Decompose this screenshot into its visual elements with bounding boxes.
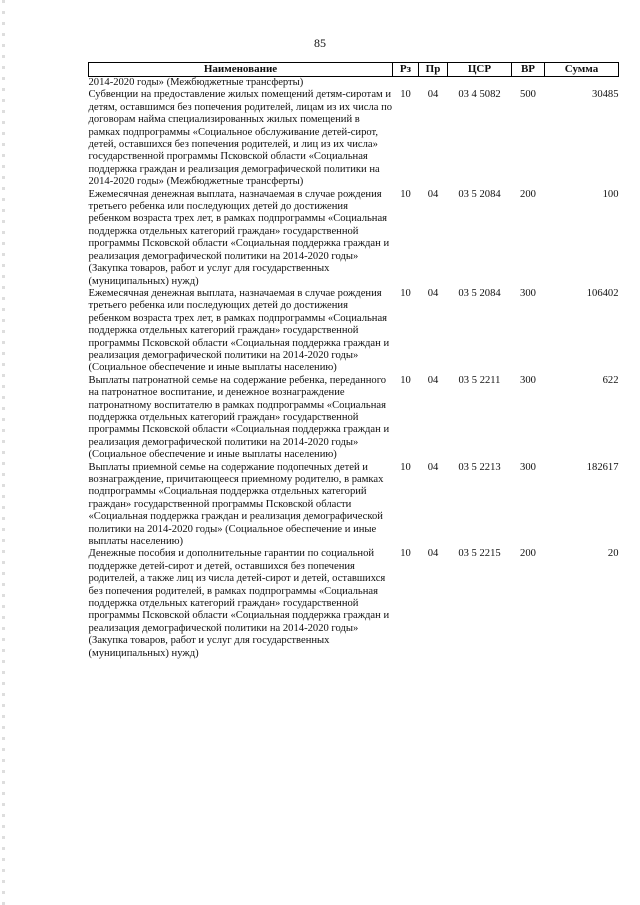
row-sum: 100: [602, 188, 619, 200]
row-rz: 10: [400, 89, 411, 101]
header-rz: Рз: [393, 63, 419, 77]
table-row: [89, 375, 619, 462]
row-rz: 10: [400, 287, 411, 299]
table-row: [89, 77, 619, 90]
table-row: [89, 288, 619, 375]
row-pr: [419, 77, 448, 90]
row-pr: 04: [427, 287, 439, 299]
row-rz: 10: [400, 461, 411, 473]
row-vr: 300: [520, 461, 536, 473]
row-rz: 10: [400, 548, 411, 560]
row-csr: 03 5 2084: [458, 188, 501, 200]
header-csr: ЦСР: [448, 63, 512, 77]
page-number: 85: [314, 36, 326, 50]
table-row: [89, 462, 619, 549]
row-vr: 300: [520, 374, 536, 386]
row-pr: 04: [427, 374, 439, 386]
row-name: 2014-2020 годы» (Межбюджетные трансферты): [88, 77, 304, 88]
header-vr: ВР: [512, 63, 545, 77]
row-csr: 03 5 2215: [458, 548, 501, 560]
row-name: Денежные пособия и дополнительные гарантии по социальной поддержке детей-сирот и детей, оставшихся без попечения родителей, а также лиц из числа детей-сирот и детей, оставшихся без попечения родителей, в рамках подпрограммы «Социальная поддержка отдельных категорий граждан» государственной программы Псковской области «Социальная поддержка граждан и реализация демографической политики на 2014-2020 годы» (Закупка товаров, работ и услуг для государственных (муниципальных) нужд): [88, 548, 390, 659]
row-name: Субвенции на предоставление жилых помещений детям-сиротам и детям, оставшимся без попечения родителей, лицам из их числа по договорам найма специализированных жилых помещений в рамках подпрограммы «Социальное обслуживание детей-сирот, детей, оставшихся без попечения родителей, и лиц из их числа» государственной программы Псковской области «Социальная поддержка граждан и реализация демографической политики на 2014-2020 годы» (Межбюджетные трансферты): [88, 89, 393, 188]
header-pr: Пр: [419, 63, 448, 77]
row-sum: 622: [602, 374, 619, 386]
row-name: Выплаты патронатной семье на содержание ребенка, переданного на патронатное воспитание, и денежное вознаграждение патронатному воспитателю в рамках подпрограммы «Социальная поддержка отдельных категорий граждан» государственной программы Псковской области «Социальная поддержка граждан и реализация демографической политики на 2014-2020 годы» (Социальное обеспечение и иные выплаты населению): [88, 374, 390, 461]
row-csr: 03 5 2213: [458, 461, 501, 473]
row-sum: 30485: [592, 89, 619, 101]
row-vr: 200: [520, 548, 536, 560]
row-csr: 03 5 2084: [458, 287, 501, 299]
row-sum: 182617: [586, 461, 619, 473]
row-csr: [448, 77, 512, 90]
row-rz: 10: [400, 374, 411, 386]
header-name: Наименование: [89, 63, 393, 77]
header-sum: Сумма: [545, 63, 619, 77]
budget-table: [88, 62, 619, 660]
row-pr: 04: [427, 89, 439, 101]
row-name: Ежемесячная денежная выплата, назначаемая в случае рождения третьего ребенка или последующих детей до достижения ребенком возраста трех лет, в рамках подпрограммы «Социальная поддержка отдельных категорий граждан» государственной программы Псковской области «Социальная поддержка граждан и реализация демографической политики на 2014-2020 годы» (Социальное обеспечение и иные выплаты населению): [88, 287, 390, 374]
table-row: [89, 548, 619, 660]
row-pr: 04: [427, 461, 439, 473]
row-vr: 200: [520, 188, 536, 200]
row-pr: 04: [427, 548, 439, 560]
row-vr: 300: [520, 287, 536, 299]
row-name: Выплаты приемной семье на содержание подопечных детей и вознаграждение, причитающееся приемному родителю, в рамках подпрограммы «Социальная поддержка отдельных категорий граждан» государственной программы Псковской области «Социальная поддержка граждан и реализация демографической политики на 2014-2020 годы» (Социальное обеспечение и иные выплаты населению): [88, 461, 384, 548]
row-sum: [545, 77, 619, 90]
row-sum: 106402: [586, 287, 619, 299]
row-csr: 03 5 2211: [458, 374, 501, 386]
table-header-row: [89, 63, 619, 77]
row-sum: 20: [607, 548, 619, 560]
row-vr: 500: [520, 89, 536, 101]
table-row: [89, 189, 619, 288]
row-rz: 10: [400, 188, 411, 200]
scan-margin-marks: [2, 0, 5, 905]
table-row: [89, 89, 619, 188]
row-vr: [512, 77, 545, 90]
row-csr: 03 4 5082: [458, 89, 501, 101]
row-rz: [393, 77, 419, 90]
row-pr: 04: [427, 188, 439, 200]
row-name: Ежемесячная денежная выплата, назначаемая в случае рождения третьего ребенка или последующих детей до достижения ребенком возраста трех лет, в рамках подпрограммы «Социальная поддержка отдельных категорий граждан» государственной программы Псковской области «Социальная поддержка граждан и реализация демографической политики на 2014-2020 годы» (Закупка товаров, работ и услуг для государственных (муниципальных) нужд): [88, 188, 390, 287]
